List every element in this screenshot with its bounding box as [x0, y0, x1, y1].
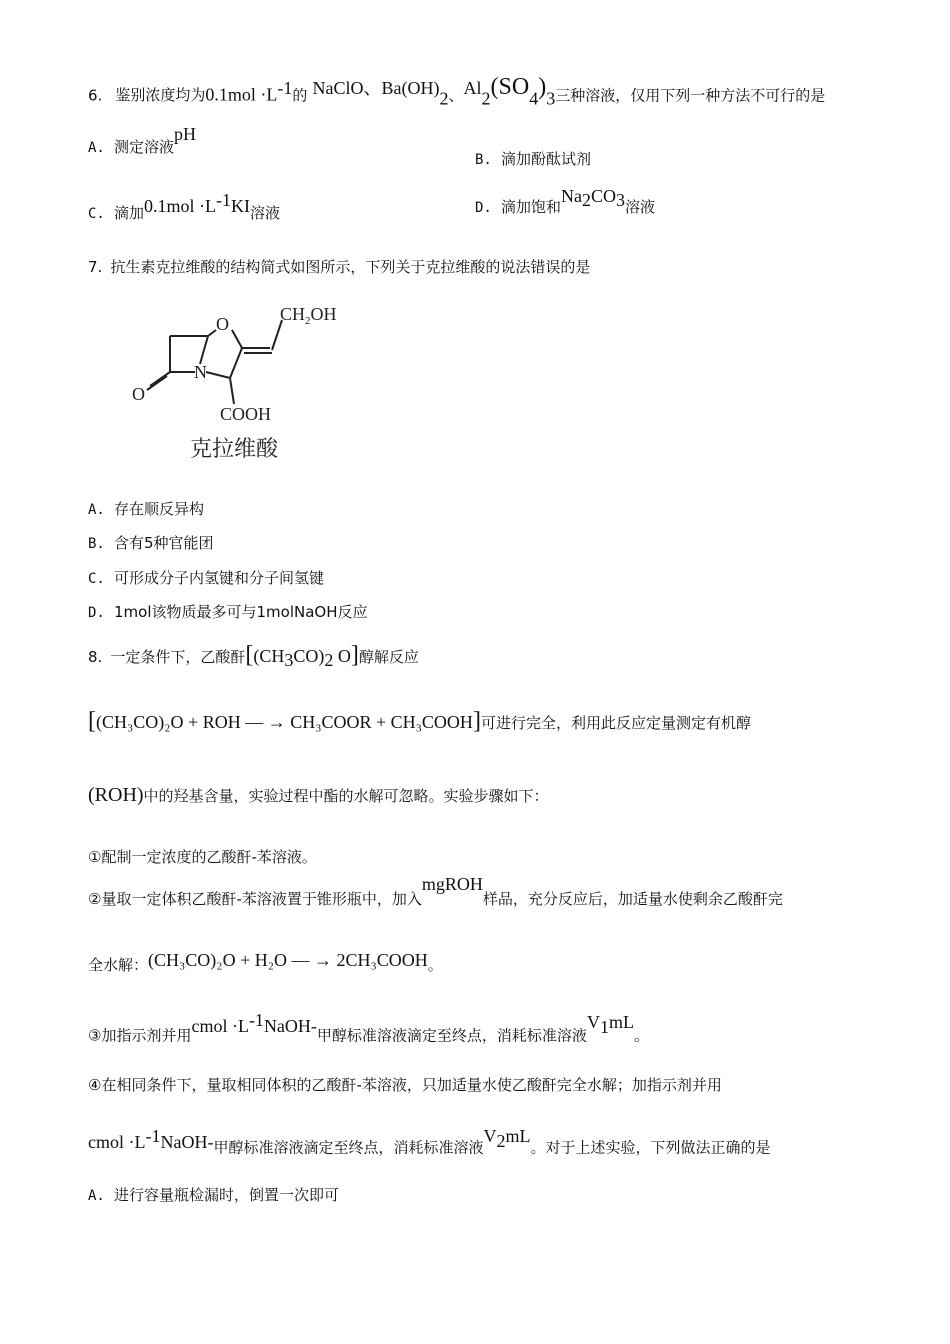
step-4: ④在相同条件下，量取相同体积的乙酸酐-苯溶液，只加适量水使乙酸酐完全水解；加指示剂并用 [88, 1076, 722, 1094]
q8-option-a[interactable]: A. 进行容量瓶检漏时，倒置一次即可 [88, 1186, 340, 1204]
ring-oxygen-label: O [216, 314, 229, 334]
carbonyl-oxygen-label: O [132, 384, 145, 404]
q7-option-b[interactable]: B. 含有5种官能团 [88, 534, 214, 552]
structure-name: 克拉维酸 [190, 437, 279, 462]
ch2oh-label: $CH_2OH$ [280, 304, 337, 327]
step-2-continued: 全水解：(CH₃CO)₂O + H₂O — → 2CH₃COOH。 [88, 950, 443, 974]
q6-option-c[interactable]: C. 滴加$0.1mol \cdot L^{-1}KI$溶液 [88, 190, 281, 222]
step-1: ①配制一定浓度的乙酸酐-苯溶液。 [88, 848, 317, 866]
q6-option-d[interactable]: D. 滴加饱和$Na_2CO_3$溶液 [475, 186, 656, 216]
q7-number: 7. [88, 258, 103, 276]
cooh-label: COOH [220, 404, 272, 424]
reaction-equation-2: (CH₃CO)₂O + H₂O — → 2CH₃COOH [148, 950, 428, 970]
reaction-equation-1: [(CH₃CO)₂O + ROH — → CH₃COOR + CH₃COOH]可进行完全，利用此反应定量测定有机醇 [88, 708, 751, 734]
q8-stem: 8. 一定条件下，乙酸酐[$(CH_3CO)_2$ O]醇解反应 [88, 642, 419, 670]
roh-line: (ROH)中的羟基含量，实验过程中酯的水解可忽略。实验步骤如下： [88, 784, 549, 806]
step-3: ③加指示剂并用cmol $\cdot L^{-1}NaOH-$甲醇标准溶液滴定至终点，消耗标准溶液$V_1mL$。 [88, 1010, 649, 1045]
q7-option-c[interactable]: C. 可形成分子内氢键和分子间氢键 [88, 569, 325, 587]
q6-option-a[interactable]: A. 测定溶液pH [88, 124, 197, 156]
clavulanic-acid-structure [120, 296, 360, 466]
step-4-continued: cmol $\cdot L^{-1}NaOH-$甲醇标准溶液滴定至终点，消耗标准溶液$V_2mL$。对于上述实验，下列做法正确的是 [88, 1126, 771, 1157]
q7-option-d[interactable]: D. 1mol该物质最多可与1molNaOH反应 [88, 603, 368, 621]
q6-option-b[interactable]: B. 滴加酚酞试剂 [475, 150, 592, 168]
q6-stem: 6. 鉴别浓度均为$0.1mol \cdot L^{-1}$的 NaClO、$Ba(OH)_2$、$Al_2(SO_4)_3$三种溶液，仅用下列一种方法不可行的是 [88, 74, 826, 109]
step-2: ②量取一定体积乙酸酐-苯溶液置于锥形瓶中，加入mgROH样品，充分反应后，加适量水使剩余乙酸酐完 [88, 874, 783, 908]
q7-option-a[interactable]: A. 存在顺反异构 [88, 500, 205, 518]
q7-stem: 7. 抗生素克拉维酸的结构简式如图所示，下列关于克拉维酸的说法错误的是 [88, 258, 591, 276]
nitrogen-label: N [194, 362, 207, 382]
q8-number: 8. [88, 648, 103, 666]
q6-number: 6. [88, 86, 103, 105]
